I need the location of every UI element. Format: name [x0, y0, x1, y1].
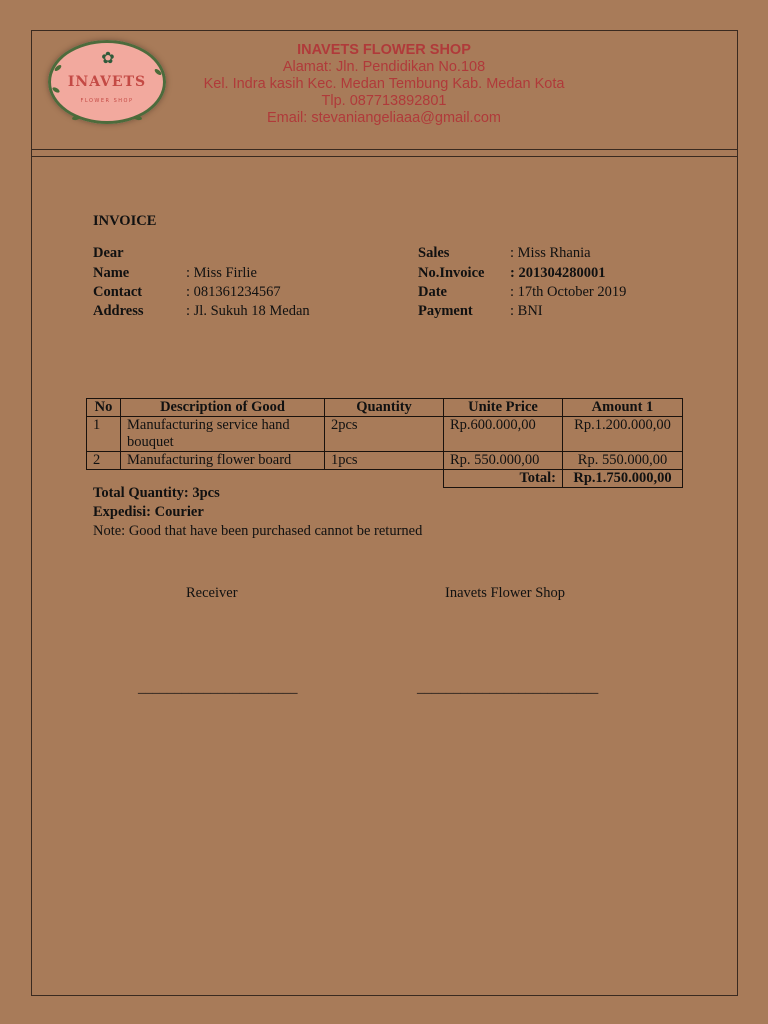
shop-name: INAVETS FLOWER SHOP [297, 42, 471, 58]
row-amount: Rp.1.200.000,00 [563, 417, 683, 452]
table-row [87, 452, 683, 470]
invoice-summary [93, 484, 422, 541]
row-no: 2 [87, 452, 121, 470]
items-table [86, 398, 683, 488]
header-description: Description of Good [121, 399, 325, 417]
row-description: Manufacturing flower board [121, 452, 325, 470]
shop-address-line2: Kel. Indra kasih Kec. Medan Tembung Kab. Medan Kota [203, 76, 565, 92]
header-no: No [87, 399, 121, 417]
total-value: Rp.1.750.000,00 [563, 470, 683, 488]
row-description: Manufacturing service hand bouquet [121, 417, 325, 452]
invoice-number-label: No.Invoice [418, 265, 485, 281]
header-unit-price: Unite Price [444, 399, 563, 417]
name-value: : Miss Firlie [186, 265, 257, 281]
receiver-signature-line: ______________________ [138, 680, 298, 696]
shop-header [180, 41, 588, 127]
shop-logo [44, 36, 170, 128]
invoice-title: INVOICE [93, 213, 157, 229]
logo-name: INAVETS [67, 74, 147, 90]
header-divider-bottom [32, 156, 737, 157]
header-quantity: Quantity [325, 399, 444, 417]
customer-info [93, 244, 393, 324]
row-quantity: 1pcs [325, 452, 444, 470]
logo-subtitle: FLOWER SHOP [80, 98, 134, 104]
date-label: Date [418, 284, 447, 300]
receiver-label: Receiver [186, 585, 238, 601]
date-value: : 17th October 2019 [510, 284, 627, 300]
total-quantity: Total Quantity: 3pcs [93, 485, 220, 501]
total-label: Total: [444, 470, 563, 488]
row-unit-price: Rp.600.000,00 [444, 417, 563, 452]
contact-value: : 081361234567 [186, 284, 281, 300]
shop-signature-line: _________________________ [417, 680, 599, 696]
flower-icon: ✿ [101, 48, 115, 67]
shop-signature-label: Inavets Flower Shop [445, 585, 566, 601]
header-amount: Amount 1 [563, 399, 683, 417]
name-label: Name [93, 265, 130, 281]
dear-label: Dear [93, 245, 124, 261]
row-no: 1 [87, 417, 121, 452]
contact-label: Contact [93, 284, 143, 300]
expedisi: Expedisi: Courier [93, 504, 204, 520]
invoice-number-value: : 201304280001 [510, 265, 606, 281]
table-header-row [87, 399, 683, 417]
row-unit-price: Rp. 550.000,00 [444, 452, 563, 470]
table-row [87, 417, 683, 452]
return-note: Note: Good that have been purchased cannot be returned [93, 523, 423, 539]
sales-label: Sales [418, 245, 450, 261]
payment-value: : BNI [510, 303, 543, 319]
sales-value: : Miss Rhania [510, 245, 591, 261]
invoice-details [418, 244, 698, 324]
leaf-decoration [134, 115, 143, 120]
address-value: : Jl. Sukuh 18 Medan [186, 303, 310, 319]
row-quantity: 2pcs [325, 417, 444, 452]
address-label: Address [93, 303, 144, 319]
leaf-decoration [72, 115, 81, 120]
header-divider-top [32, 149, 737, 150]
shop-email: Email: stevaniangeliaaa@gmail.com [267, 110, 501, 126]
shop-phone: Tlp. 087713892801 [321, 93, 447, 109]
row-amount: Rp. 550.000,00 [563, 452, 683, 470]
shop-address-line1: Alamat: Jln. Pendidikan No.108 [282, 59, 486, 75]
payment-label: Payment [418, 303, 473, 319]
